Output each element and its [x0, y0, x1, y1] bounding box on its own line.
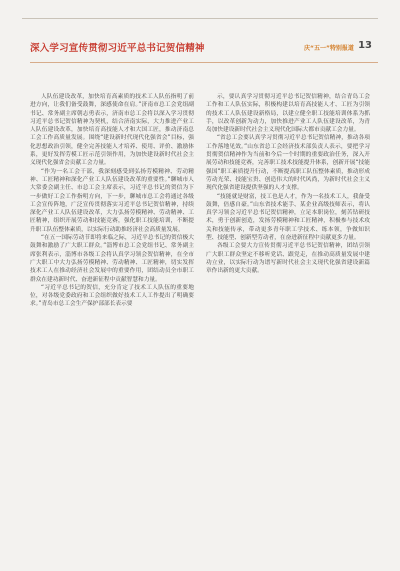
paragraph: “作为一名工会干部，我深刻感受到弘扬劳模精神、劳动精神、工匠精神和深化产业工人队伍建设改革的重要性。”聊城市人大常委会副主任、市总工会主席表示，习近平总书记的贺信为下一步做好工会工作指明方向，下一步，聊城市总工会将通过各级工会宣传阵地，广泛宣传贯彻落实习近平总书记贺信精神，持续深化产业工人队伍建设改革，大力弘扬劳模精神、劳动精神、工匠精神，组织开展劳动和技能竞赛，强化职工技能培训，不断提升职工队伍整体素质，以实际行动助推经济社会高质量发展。	[30, 168, 194, 233]
header-divider	[30, 62, 378, 63]
right-column	[206, 93, 370, 548]
paragraph: “技能就是财富，技工也是人才，作为一名技术工人，我备受鼓舞，倍感自豪。”山东省技术能手、某企业高级技师表示，将认真学习领会习近平总书记贺信精神，立足本职岗位，刻苦钻研技术，勇于创新创造，发扬劳模精神和工匠精神，积极参与技术攻关和技能传承，带动更多青年职工学技术、练本领，争做知识型、技能型、创新型劳动者，在奋进新征程中贡献更多力量。	[206, 193, 370, 242]
top-divider	[22, 18, 378, 19]
page-header	[30, 40, 378, 58]
paragraph: 人队伍建设改革，加快培育高素质的技术工人队伍指明了前进方向，让我们备受鼓舞，深感使命在肩。”济南市总工会党组副书记、常务副主席朝志勇表示，济南市总工会将以深入学习贯彻习近平总书记贺信精神为契机，结合济南实际，大力推进产业工人队伍建设改革，加快培育高技能人才和大国工匠，推动济南总工会工作高质量发展。围绕“建设新时代现代化强省会”目标，强化思想政治引领，健全完善技能人才培养、使用、评价、激励体系，更好发挥劳模工匠示范引领作用，为加快建设新时代社会主义现代化强省会贡献工会力量。	[30, 94, 194, 167]
paragraph: “在五一国际劳动节即将来临之际，习近平总书记的贺信极大鼓舞和激励了广大职工群众。”淄博市总工会党组书记、常务副主席张利表示，淄博市各级工会将认真学习领会贺信精神，在全市广大职工中大力弘扬劳模精神、劳动精神、工匠精神，切实发挥技术工人在推动经济社会发展中的重要作用，团结动员全市职工群众在建功新时代、奋进新征程中贡献智慧和力量。	[30, 235, 194, 283]
paragraph: “省总工会要认真学习贯彻习近平总书记贺信精神，推动各项工作落地见效。”山东省总工会经济技术部负责人表示，要把学习贯彻贺信精神作为当前和今后一个时期的重要政治任务，深入开展劳动和技能竞赛，完善职工技术技能提升体系，创新开展“技能强国”职工素质提升行动，不断提高职工队伍整体素质，推动形成劳动光荣、技能宝贵、创造伟大的时代风尚，为新时代社会主义现代化强省建设提供坚强的人才支撑。	[206, 135, 370, 192]
page-number: 13	[358, 40, 372, 51]
left-column	[30, 93, 194, 548]
paragraph: “习近平总书记的贺信，充分肯定了技术工人队伍的重要地位，对各级党委政府和工会组织做好技术工人工作提出了明确要求。”青岛市总工会生产保护部部长表示要	[30, 284, 194, 308]
section-tag: 庆“五一”特别报道	[304, 45, 354, 52]
paragraph: 各级工会要大力宣传贯彻习近平总书记贺信精神，团结引领广大职工群众坚定不移听党话、跟党走，在推动高质量发展中建功立业，以实际行动为谱写新时代社会主义现代化强省建设新篇章作出新的更大贡献。	[206, 243, 370, 275]
page-headline: 深入学习宣传贯彻习近平总书记贺信精神	[30, 43, 205, 54]
article-body	[30, 93, 370, 548]
paragraph: 示，要认真学习贯彻习近平总书记贺信精神，结合青岛工会工作和工人队伍实际，积极构建以培育高技能人才、工匠为引领的技术工人队伍建设新格局，以建立健全职工技能培训体系为抓手，以改革创新为动力，加快推进产业工人队伍建设改革，为青岛加快建设新时代社会主义现代化国际大都市贡献工会力量。	[206, 94, 370, 134]
